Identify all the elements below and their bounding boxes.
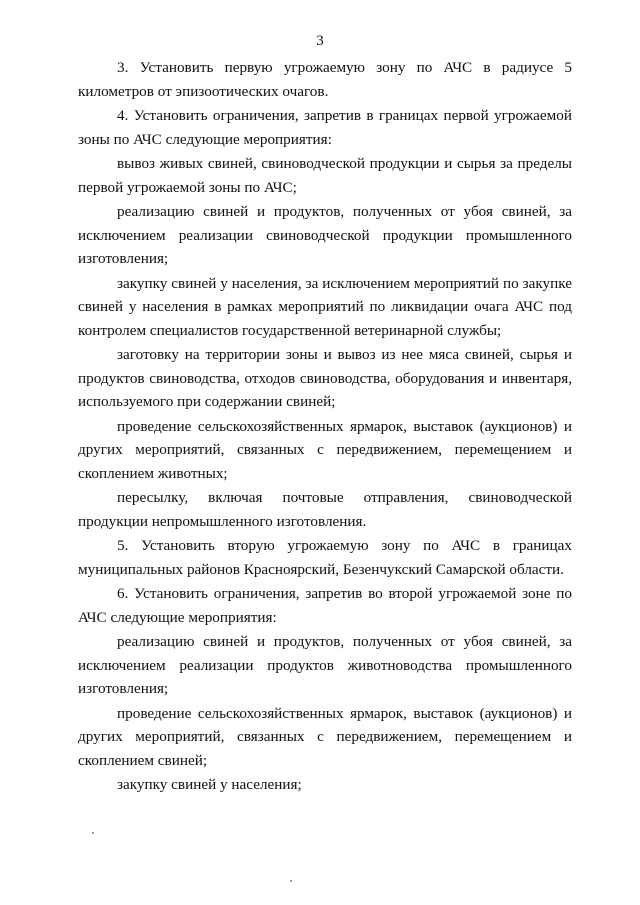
paragraph-item-4: 4. Установить ограничения, запретив в границах первой угрожаемой зоны по АЧС следующие мероприятия: — [78, 107, 572, 148]
paragraph-item-5: 5. Установить вторую угрожаемую зону по АЧС в границах муниципальных районов Красноярский, Безенчукский Самарской области. — [78, 537, 572, 578]
paragraph-second-zone-fairs: проведение сельскохозяйственных ярмарок, выставок (аукционов) и других мероприятий, связанных с передвижением, перемещением и скоплением свиней; — [78, 704, 572, 769]
scan-speck — [92, 832, 94, 834]
paragraph-restriction-fairs: проведение сельскохозяйственных ярмарок, выставок (аукционов) и других мероприятий, связанных с передвижением, перемещением и скоплением животных; — [78, 417, 572, 482]
paragraph-restriction-procurement: заготовку на территории зоны и вывоз из нее мяса свиней, сырья и продуктов свиноводства, отходов свиноводства, оборудования и инвентаря, используемого при содержании свиней; — [78, 346, 572, 410]
paragraph-restriction-purchase: закупку свиней у населения, за исключением мероприятий по закупке свиней у населения в рамках мероприятий по ликвидации очага АЧС под контролем специалистов государственной ветеринарной службы; — [78, 274, 572, 339]
paragraph-restriction-mailing: пересылку, включая почтовые отправления, свиноводческой продукции непромышленного изготовления. — [78, 489, 572, 530]
paragraph-item-3: 3. Установить первую угрожаемую зону по АЧС в радиусе 5 километров от эпизоотических очагов. — [78, 59, 572, 100]
document-body — [78, 56, 572, 798]
paragraph-second-zone-purchase: закупку свиней у населения; — [117, 776, 302, 793]
scan-speck — [290, 880, 292, 882]
paragraph-restriction-sale: реализацию свиней и продуктов, полученных от убоя свиней, за исключением реализации свиноводческой продукции промышленного изготовления; — [78, 203, 572, 267]
paragraph-second-zone-sale: реализацию свиней и продуктов, полученных от убоя свиней, за исключением реализации продуктов животноводства промышленного изготовления; — [78, 633, 572, 697]
page-number: 3 — [316, 33, 324, 49]
paragraph-restriction-export: вывоз живых свиней, свиноводческой продукции и сырья за пределы первой угрожаемой зоны по АЧС; — [78, 155, 572, 196]
paragraph-item-6: 6. Установить ограничения, запретив во второй угрожаемой зоне по АЧС следующие мероприятия: — [78, 585, 572, 626]
